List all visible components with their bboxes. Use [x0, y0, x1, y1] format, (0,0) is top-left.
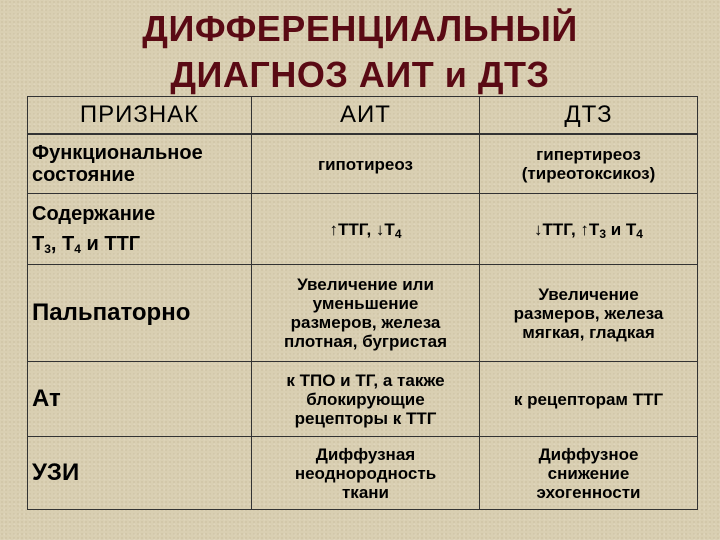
table-row: [28, 437, 698, 510]
dtz-text-fragment: ↓ТТГ, ↑Т: [534, 219, 600, 239]
dtz-cell: [480, 194, 698, 265]
title-line-2: ДИАГНОЗ АИТ и ДТЗ: [170, 54, 550, 95]
table-header-row: [28, 97, 698, 135]
subscript: 3: [44, 242, 51, 256]
ait-cell: гипотиреоз: [252, 134, 480, 194]
feature-text-fragment: Т: [32, 233, 45, 255]
ait-text-line: рецепторы к ТТГ: [294, 408, 437, 428]
ait-text-line: Диффузная: [315, 444, 416, 464]
table-row: [28, 194, 698, 265]
dtz-text-line: Диффузное: [538, 444, 639, 464]
feature-cell: [28, 134, 252, 194]
ait-text-line: плотная, бугристая: [283, 332, 448, 351]
dtz-text-line: снижение: [547, 463, 630, 483]
ait-text-fragment: ↑ТТГ, ↓Т: [329, 219, 395, 239]
header-ait: АИТ: [252, 97, 480, 135]
dtz-text-fragment: и Т: [606, 219, 637, 239]
header-feature: ПРИЗНАК: [28, 97, 252, 135]
page-title: [0, 6, 720, 98]
ait-text-line: размеров, железа: [290, 313, 441, 332]
feature-cell: Ат: [28, 362, 252, 437]
dtz-cell: [480, 437, 698, 510]
ait-text-line: уменьшение: [312, 294, 419, 313]
ait-text-line: к ТПО и ТГ, а также: [286, 370, 445, 390]
dtz-text-line: Увеличение: [538, 284, 639, 304]
ait-text-line: блокирующие: [306, 389, 425, 409]
feature-cell: [28, 194, 252, 265]
ait-cell: [252, 362, 480, 437]
subscript: 3: [599, 226, 607, 241]
header-dtz: ДТЗ: [480, 97, 698, 135]
ait-text-line: неоднородность: [294, 463, 437, 483]
feature-cell: Пальпаторно: [28, 265, 252, 362]
ait-cell: [252, 194, 480, 265]
table-row: [28, 362, 698, 437]
dtz-text-line: размеров, железа: [513, 303, 664, 323]
feature-cell: УЗИ: [28, 437, 252, 510]
table-row: [28, 265, 698, 362]
dtz-cell: [480, 134, 698, 194]
ait-text-line: ткани: [341, 482, 389, 502]
dtz-text-line: эхогенности: [536, 482, 641, 502]
title-line-1: ДИФФЕРЕНЦИАЛЬНЫЙ: [142, 8, 578, 49]
feature-text-fragment: , Т: [50, 233, 75, 255]
ait-text-line: Увеличение или: [297, 275, 434, 294]
subscript: 4: [74, 242, 81, 256]
dtz-text-line: (тиреотоксикоз): [521, 164, 656, 183]
ait-cell: [252, 437, 480, 510]
dtz-cell: к рецепторам ТТГ: [480, 362, 698, 437]
feature-text-fragment: и ТТГ: [80, 233, 141, 255]
dtz-text-line: мягкая, гладкая: [522, 322, 655, 342]
subscript: 4: [636, 226, 643, 241]
table-row: [28, 134, 698, 194]
dtz-text-line: гипертиреоз: [536, 145, 641, 164]
feature-text-line: Содержание: [32, 203, 156, 225]
feature-text-line: Функциональное: [32, 142, 203, 164]
dtz-cell: [480, 265, 698, 362]
ait-cell: [252, 265, 480, 362]
feature-text-line: состояние: [32, 164, 135, 186]
diagnosis-table: [27, 96, 698, 510]
subscript: 4: [394, 226, 402, 241]
